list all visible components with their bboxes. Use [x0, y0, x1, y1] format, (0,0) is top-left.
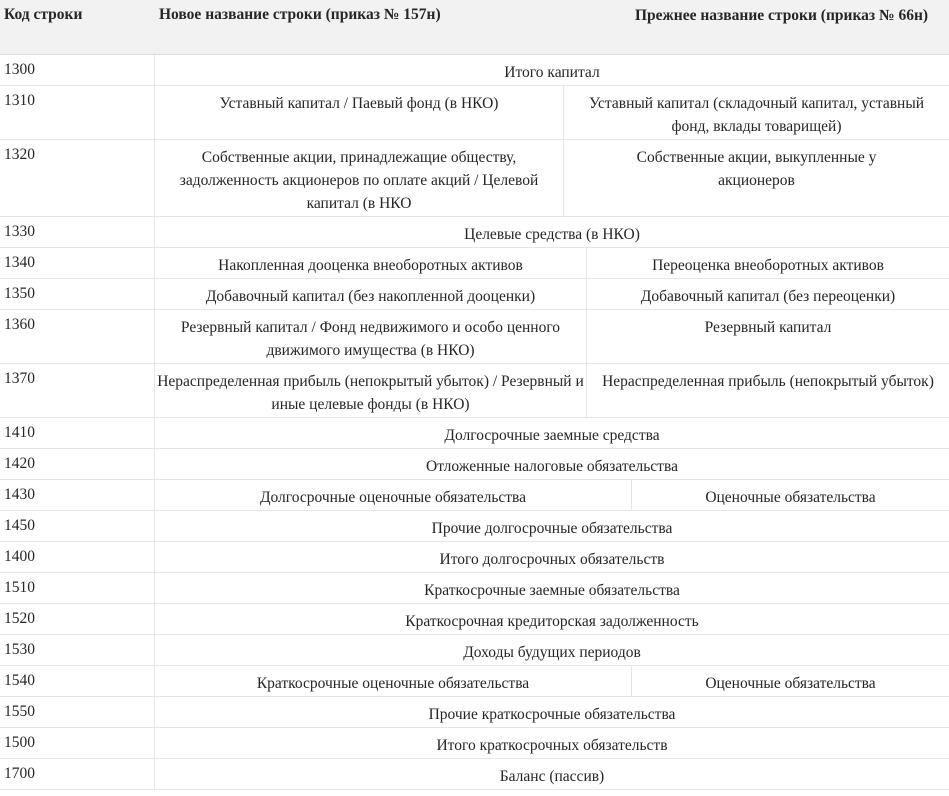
table-row [0, 697, 949, 728]
table-row [0, 449, 949, 480]
row-name: Целевые средства (в НКО) [464, 226, 640, 243]
row-name: Краткосрочные заемные обязательства [424, 582, 680, 599]
row-code: 1360 [0, 310, 155, 363]
row-new-name: Краткосрочные оценочные обязательства [155, 666, 632, 696]
row-name: Итого краткосрочных обязательств [436, 737, 668, 754]
row-old-name: Собственные акции, выкупленные у акционеров [636, 149, 877, 189]
row-new-name: Собственные акции, принадлежащие обществу, задолженность акционеров по оплате акций / Целевой капитал (в НКО [155, 140, 564, 216]
row-name: Доходы будущих периодов [463, 644, 641, 661]
table-row [0, 604, 949, 635]
row-code: 1330 [0, 217, 155, 247]
table-row [0, 55, 949, 86]
row-old-name: Переоценка внеоборотных активов [652, 257, 884, 274]
row-new-name: Долгосрочные оценочные обязательства [155, 480, 632, 510]
row-name: Прочие долгосрочные обязательства [431, 520, 673, 537]
table-row [0, 759, 949, 790]
table-row [0, 86, 949, 140]
row-code: 1420 [0, 449, 155, 479]
table-row [0, 635, 949, 666]
row-code: 1370 [0, 364, 155, 417]
row-name: Итого долгосрочных обязательств [439, 551, 665, 568]
table-row [0, 140, 949, 217]
table-row [0, 666, 949, 697]
table-row [0, 511, 949, 542]
row-code: 1310 [0, 86, 155, 139]
row-name: Отложенные налоговые обязательства [426, 458, 678, 475]
row-code: 1320 [0, 140, 155, 216]
table-row [0, 418, 949, 449]
row-new-name: Уставный капитал / Паевый фонд (в НКО) [155, 86, 564, 139]
table-row [0, 310, 949, 364]
row-code: 1340 [0, 248, 155, 278]
table-row [0, 480, 949, 511]
header-code: Код строки [4, 6, 83, 23]
row-code: 1450 [0, 511, 155, 541]
table-row [0, 573, 949, 604]
row-name: Баланс (пассив) [499, 768, 605, 785]
row-new-name: Резервный капитал / Фонд недвижимого и особо ценного движимого имущества (в НКО) [155, 310, 587, 363]
row-code: 1530 [0, 635, 155, 665]
row-old-name: Оценочные обязательства [705, 489, 876, 506]
row-code: 1350 [0, 279, 155, 309]
row-old-name: Нераспределенная прибыль (непокрытый убыток) [602, 373, 934, 390]
row-code: 1510 [0, 573, 155, 603]
table-row [0, 279, 949, 310]
row-name: Итого капитал [504, 64, 600, 81]
row-old-name: Уставный капитал (складочный капитал, уставный фонд, вклады товарищей) [588, 95, 925, 135]
table-row [0, 542, 949, 573]
row-name: Краткосрочная кредиторская задолженность [405, 613, 699, 630]
header-new-name: Новое название строки (приказ № 157н) [159, 6, 441, 23]
row-code: 1430 [0, 480, 155, 510]
table-row [0, 248, 949, 279]
row-old-name: Добавочный капитал (без переоценки) [640, 288, 896, 305]
row-new-name: Добавочный капитал (без накопленной дооценки) [155, 279, 587, 309]
row-old-name: Оценочные обязательства [705, 675, 876, 692]
row-code: 1700 [0, 759, 155, 789]
row-code: 1550 [0, 697, 155, 727]
row-code: 1500 [0, 728, 155, 758]
row-name: Прочие краткосрочные обязательства [428, 706, 676, 723]
row-code: 1400 [0, 542, 155, 572]
table-row [0, 364, 949, 418]
row-code: 1520 [0, 604, 155, 634]
header-old-name: Прежнее название строки (приказ № 66н) [635, 7, 929, 24]
row-code: 1540 [0, 666, 155, 696]
row-code: 1300 [0, 55, 155, 85]
row-name: Долгосрочные заемные средства [444, 427, 660, 444]
table-row [0, 217, 949, 248]
table-row [0, 728, 949, 759]
row-new-name: Нераспределенная прибыль (непокрытый убыток) / Резервный и иные целевые фонды (в НКО) [155, 364, 587, 417]
table-header [0, 0, 949, 55]
row-old-name: Резервный капитал [704, 319, 832, 336]
row-code: 1410 [0, 418, 155, 448]
row-new-name: Накопленная дооценка внеоборотных активов [155, 248, 587, 278]
